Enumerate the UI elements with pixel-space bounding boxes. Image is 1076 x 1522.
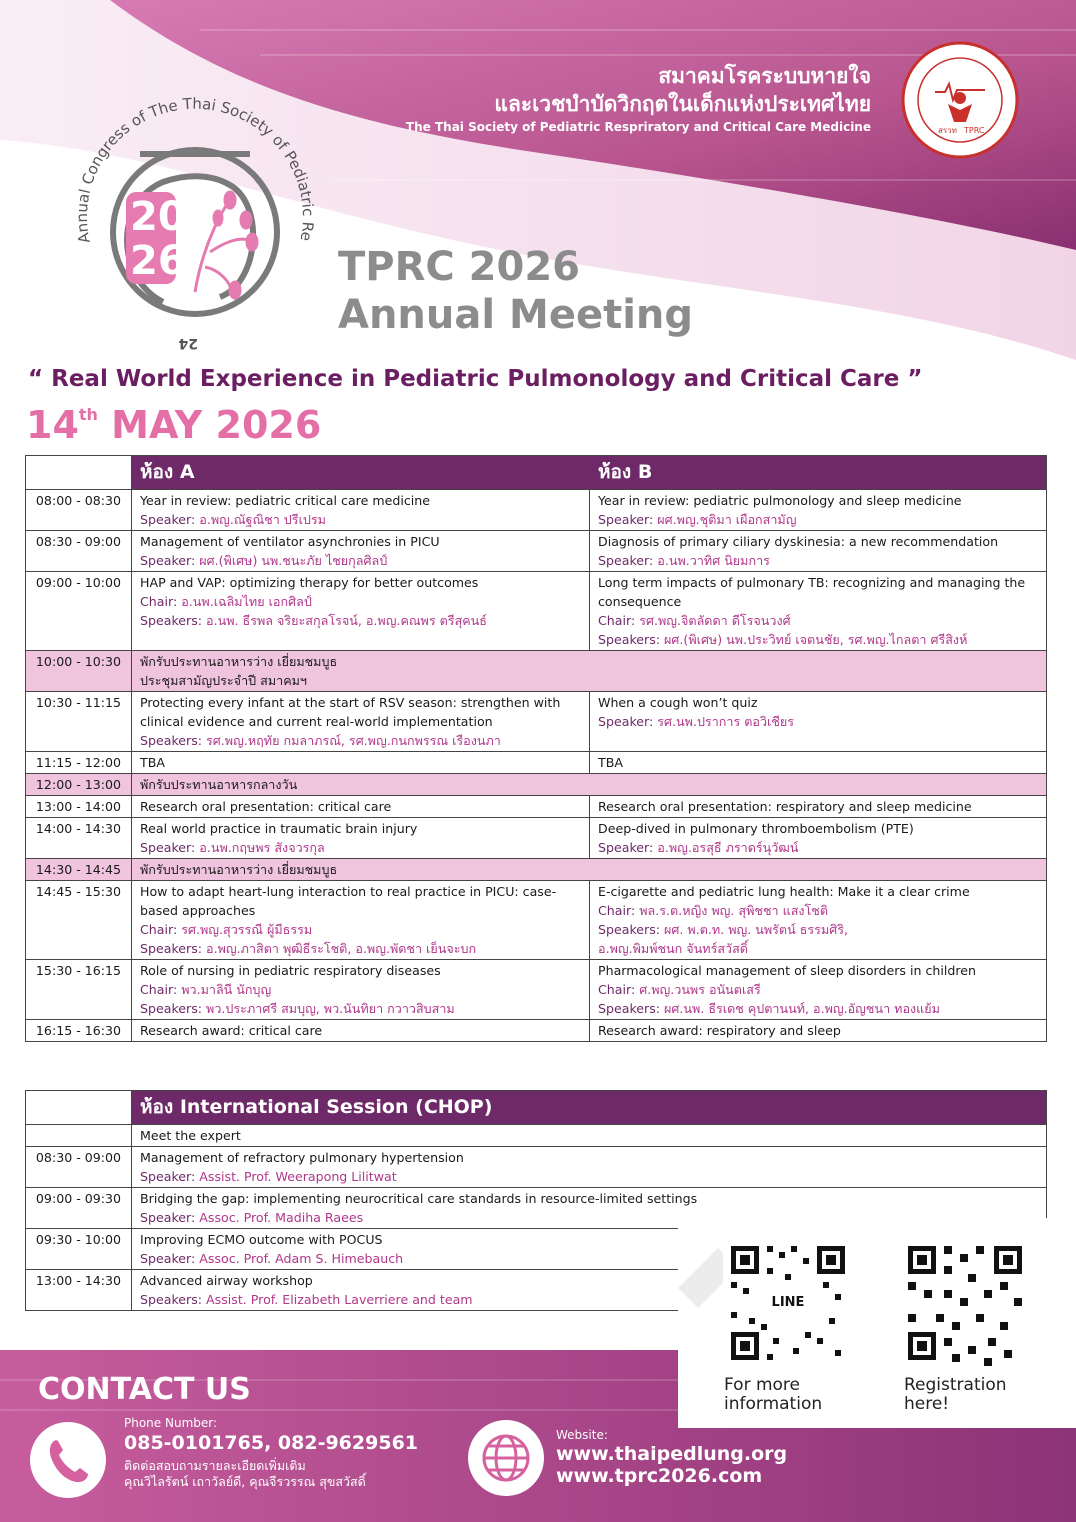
website-link-thaipedlung[interactable]: www.thaipedlung.org [556, 1443, 788, 1465]
website-label: Website: [556, 1428, 608, 1442]
session-row [26, 1020, 1047, 1042]
room-b-session [590, 960, 1047, 1020]
session-title: Role of nursing in pediatric respiratory diseases [140, 963, 441, 978]
session-title: Advanced airway workshop [140, 1273, 313, 1288]
room-a-session [132, 572, 590, 651]
registration-qr-caption-line2: here! [904, 1394, 950, 1414]
session-person-line [598, 980, 1038, 999]
person-role: Speaker: [140, 512, 196, 527]
room-b-heading: ห้อง B [590, 456, 1047, 490]
session-row [26, 881, 1047, 960]
line-qr-caption-line1: For more [724, 1375, 801, 1395]
meeting-title-line1: TPRC 2026 [338, 244, 581, 290]
organization-name [406, 62, 871, 136]
room-a-session [132, 531, 590, 572]
contact-heading: CONTACT US [38, 1372, 251, 1407]
session-person-line [598, 551, 1038, 570]
room-b-session [590, 692, 1047, 752]
seal-tprc: TPRC [964, 126, 985, 135]
time-slot: 14:00 - 14:30 [26, 818, 132, 859]
session-person-line [598, 920, 1038, 939]
room-a-heading: ห้อง A [132, 456, 590, 490]
session-person-line [598, 999, 1038, 1018]
person-role: Chair: [140, 594, 178, 609]
time-slot: 08:00 - 08:30 [26, 490, 132, 531]
session-title: Deep-dived in pulmonary thromboembolism (PTE) [598, 821, 914, 836]
break-text-2: ประชุมสามัญประจำปี สมาคมฯ [140, 673, 307, 688]
session-title: How to adapt heart-lung interaction to real practice in PICU: case-based approaches [140, 884, 557, 918]
emblem-ordinal: 24 [178, 335, 198, 351]
room-b-session [590, 818, 1047, 859]
session-row [26, 796, 1047, 818]
schedule-header-row [26, 456, 1047, 490]
person-names: ผศ. พ.ต.ท. พญ. นพรัตน์ ธรรมศิริ, [664, 922, 849, 937]
website-link-tprc2026[interactable]: www.tprc2026.com [556, 1465, 763, 1487]
contact-persons: คุณวิไลรัตน์ เถาวัลย์ดี, คุณจีรวรรณ สุขสวัสดิ์ [124, 1474, 366, 1489]
person-role: Speaker: [140, 840, 196, 855]
session-title: Long term impacts of pulmonary TB: recognizing and managing the consequence [598, 575, 1026, 609]
session-person-line [140, 1167, 1038, 1186]
person-names: Assoc. Prof. Adam S. Himebauch [199, 1251, 404, 1266]
session-title: Bridging the gap: implementing neurocritical care standards in resource-limited settings [140, 1191, 698, 1206]
emblem-year-bottom: 26 [130, 238, 186, 284]
person-names: อ.พญ.ภาสิตา พุฒิธีระโชติ, อ.พญ.พัดชา เย็นจะบก [206, 941, 477, 956]
seal-text: สรวท [938, 126, 957, 135]
date-day: 14 [26, 403, 79, 447]
person-role: Speakers: [140, 733, 203, 748]
time-slot: 09:00 - 09:30 [26, 1188, 132, 1229]
line-qr-code[interactable] [723, 1238, 853, 1368]
person-role: Chair: [140, 922, 178, 937]
room-b-session [590, 1020, 1047, 1042]
time-slot: 12:00 - 13:00 [26, 774, 132, 796]
session-title: Diagnosis of primary ciliary dyskinesia: a new recommendation [598, 534, 999, 549]
time-slot: 16:15 - 16:30 [26, 1020, 132, 1042]
phone-icon [28, 1420, 108, 1500]
room-a-session [132, 752, 590, 774]
room-b-session [590, 490, 1047, 531]
session-person-line [140, 611, 581, 630]
person-role: Speaker: [598, 714, 654, 729]
org-name-english: The Thai Society of Pediatric Respriratory and Critical Care Medicine [405, 120, 871, 134]
org-name-thai-line2: และเวชบำบัดวิกฤตในเด็กแห่งประเทศไทย [494, 92, 871, 116]
session-title: Research award: critical care [140, 1023, 323, 1038]
session-title: Protecting every infant at the start of RSV season: strengthen with clinical evidence and current real-world implementation [140, 695, 561, 729]
emblem-year-top: 20 [130, 194, 186, 240]
intl-header-row [26, 1091, 1047, 1125]
session-row [26, 752, 1047, 774]
session-person-line [598, 611, 1038, 630]
room-a-session [132, 818, 590, 859]
org-name-thai-line1: สมาคมโรคระบบหายใจ [658, 64, 871, 88]
date-suffix: th [78, 405, 98, 424]
session-row [26, 490, 1047, 531]
session-title: Research oral presentation: critical care [140, 799, 392, 814]
person-names: ผศ.(พิเศษ) นพ.ประวิทย์ เจตนชัย, รศ.พญ.ไกลตา ศรีสิงห์ [664, 632, 968, 647]
time-slot: 10:00 - 10:30 [26, 651, 132, 692]
break-cell [132, 859, 1047, 881]
session-title: Management of ventilator asynchronies in PICU [140, 534, 440, 549]
time-slot: 14:45 - 15:30 [26, 881, 132, 960]
person-role: Speakers: [140, 1001, 203, 1016]
person-names: รศ.พญ.จิตลัดดา ดีโรจนวงศ์ [639, 613, 791, 628]
person-names: ศ.พญ.วนพร อนันตเสรี [639, 982, 761, 997]
break-row [26, 651, 1047, 692]
meeting-title [338, 243, 693, 339]
person-names: อ.นพ.วาทิศ นิยมการ [657, 553, 770, 568]
line-qr-caption-line2: information [724, 1394, 823, 1414]
room-b-session [590, 881, 1047, 960]
session-person-line [140, 838, 581, 857]
emblem-arc-text: Annual Congress of The Thai Society of Pediatric Re [72, 94, 318, 245]
session-title: Improving ECMO outcome with POCUS [140, 1232, 383, 1247]
contact-note: ติดต่อสอบถามรายละเอียดเพิ่มเติม [124, 1458, 306, 1473]
session-person-line [140, 510, 581, 529]
person-names: อ.นพ.กฤษพร สังจวรกุล [199, 840, 325, 855]
room-a-session [132, 1020, 590, 1042]
session-row [26, 960, 1047, 1020]
session-title: Real world practice in traumatic brain injury [140, 821, 418, 836]
time-slot: 09:00 - 10:00 [26, 572, 132, 651]
session-person-line [140, 731, 581, 750]
session-row [26, 572, 1047, 651]
person-role: Speaker: [140, 1251, 196, 1266]
room-a-session [132, 692, 590, 752]
person-names: พว.ประภาศรี สมบุญ, พว.นันทิยา กวาวสิบสาม [206, 1001, 455, 1016]
person-role: Chair: [598, 903, 636, 918]
session-row [26, 818, 1047, 859]
time-slot: 08:30 - 09:00 [26, 531, 132, 572]
person-names: Assist. Prof. Weerapong Lilitwat [199, 1169, 397, 1184]
person-names: อ.นพ. ธีรพล จริยะสกุลโรจน์, อ.พญ.คณพร ตรีสุคนธ์ [206, 613, 487, 628]
session-person-line [140, 551, 581, 570]
room-a-session [132, 796, 590, 818]
session-person-line [598, 630, 1038, 649]
person-role: Chair: [140, 982, 178, 997]
break-cell [132, 651, 1047, 692]
person-role: Speakers: [140, 941, 203, 956]
person-names: ผศ.(พิเศษ) นพ.ชนะภัย ไชยกุลศิลป์ [199, 553, 388, 568]
person-role: Chair: [598, 613, 636, 628]
room-a-session [132, 490, 590, 531]
session-person-line [140, 920, 581, 939]
person-role: Speaker: [598, 840, 654, 855]
person-names: รศ.พญ.สุวรรณี ผู้มีธรรม [181, 922, 313, 937]
session-person-line [140, 939, 581, 958]
meeting-theme: “ Real World Experience in Pediatric Pulmonology and Critical Care ” [28, 366, 923, 392]
meeting-title-line2: Annual Meeting [338, 292, 694, 338]
break-row [26, 774, 1047, 796]
line-qr-caption [724, 1376, 822, 1414]
globe-icon [466, 1418, 546, 1498]
person-role: Speakers: [140, 1292, 203, 1307]
person-role: Speaker: [598, 512, 654, 527]
person-names: Assist. Prof. Elizabeth Laverriere and team [206, 1292, 473, 1307]
person-names: ผศ.นพ. ธีรเดช คุปตานนท์, อ.พญ.อัญชนา ทองแย้ม [664, 1001, 940, 1016]
break-row [26, 859, 1047, 881]
time-slot: 08:30 - 09:00 [26, 1147, 132, 1188]
break-text: พักรับประทานอาหารกลางวัน [140, 777, 298, 792]
session-row [26, 692, 1047, 752]
intl-session [132, 1147, 1047, 1188]
meeting-date [26, 403, 321, 447]
line-logo-label: LINE [771, 1295, 805, 1310]
time-slot: 10:30 - 11:15 [26, 692, 132, 752]
time-slot: 13:00 - 14:00 [26, 796, 132, 818]
registration-qr-caption-line1: Registration [904, 1375, 1007, 1395]
room-b-session [590, 796, 1047, 818]
break-text: พักรับประทานอาหารว่าง เยี่ยมชมบูธ [140, 654, 338, 669]
person-names: อ.พญ.ณัฐณิชา ปรีเปรม [199, 512, 326, 527]
session-title: Year in review: pediatric pulmonology and sleep medicine [598, 493, 962, 508]
person-role: Speakers: [140, 613, 203, 628]
person-names: พว.มาลินี นักบุญ [181, 982, 272, 997]
session-title: Pharmacological management of sleep disorders in children [598, 963, 976, 978]
time-slot: 09:30 - 10:00 [26, 1229, 132, 1270]
session-person-line [140, 980, 581, 999]
phone-numbers[interactable]: 085-0101765, 082-9629561 [124, 1432, 419, 1454]
time-slot: 11:15 - 12:00 [26, 752, 132, 774]
congress-emblem [60, 92, 330, 362]
session-person-line [598, 510, 1038, 529]
person-role: Speakers: [598, 922, 661, 937]
session-person-line [598, 838, 1038, 857]
session-person-line [140, 999, 581, 1018]
person-role: Speaker: [140, 1169, 196, 1184]
session-person-line [598, 901, 1038, 920]
session-title: Research award: respiratory and sleep [598, 1023, 841, 1038]
room-b-session [590, 531, 1047, 572]
person-names: พล.ร.ต.หญิง พญ. สุพิชชา แสงโชติ [639, 903, 829, 918]
person-names: ผศ.พญ.ชุติมา เผือกสามัญ [657, 512, 797, 527]
person-role: Chair: [598, 982, 636, 997]
break-cell [132, 774, 1047, 796]
person-names-continued: อ.พญ.พิมพ์ชนก จันทร์สวัสดิ์ [598, 941, 748, 956]
person-names: Assoc. Prof. Madiha Raees [199, 1210, 364, 1225]
phone-label: Phone Number: [124, 1416, 218, 1430]
time-slot: 15:30 - 16:15 [26, 960, 132, 1020]
intl-room-heading: ห้อง International Session (CHOP) [132, 1091, 1047, 1125]
person-role: Speaker: [598, 553, 654, 568]
session-title: Year in review: pediatric critical care medicine [140, 493, 430, 508]
room-a-session [132, 881, 590, 960]
room-a-session [132, 960, 590, 1020]
session-title: E-cigarette and pediatric lung health: Make it a clear crime [598, 884, 970, 899]
session-title: Research oral presentation: respiratory and sleep medicine [598, 799, 972, 814]
room-b-session [590, 752, 1047, 774]
person-names: รศ.พญ.หฤทัย กมลาภรณ์, รศ.พญ.กนกพรรณ เรืองนภา [206, 733, 501, 748]
session-person-line [598, 712, 1038, 731]
session-person-line [140, 592, 581, 611]
person-role: Speakers: [598, 632, 661, 647]
room-b-session [590, 572, 1047, 651]
person-names: รศ.นพ.ปราการ ตอวิเชียร [657, 714, 795, 729]
break-text: พักรับประทานอาหารว่าง เยี่ยมชมบูธ [140, 862, 338, 877]
person-names: อ.นพ.เฉลิมไทย เอกศิลป์ [181, 594, 312, 609]
session-title: TBA [598, 755, 623, 770]
schedule-table [25, 455, 1047, 1042]
session-title: Management of refractory pulmonary hypertension [140, 1150, 464, 1165]
date-rest: MAY 2026 [111, 403, 322, 447]
session-title: When a cough won’t quiz [598, 695, 758, 710]
person-names: อ.พญ.อรสุธี ภราดร์นุวัฒน์ [657, 840, 799, 855]
person-role: Speaker: [140, 553, 196, 568]
intl-intro-row [26, 1125, 1047, 1147]
time-slot: 13:00 - 14:30 [26, 1270, 132, 1311]
session-row [26, 531, 1047, 572]
intl-intro: Meet the expert [132, 1125, 1047, 1147]
person-role: Speaker: [140, 1210, 196, 1225]
registration-qr-code[interactable] [900, 1238, 1030, 1368]
session-title: TBA [140, 755, 165, 770]
session-title: HAP and VAP: optimizing therapy for better outcomes [140, 575, 479, 590]
person-role: Speakers: [598, 1001, 661, 1016]
registration-qr-caption [904, 1376, 1007, 1414]
time-slot: 14:30 - 14:45 [26, 859, 132, 881]
intl-session-row [26, 1147, 1047, 1188]
qr-code-panel [678, 1218, 1076, 1428]
society-seal-logo [900, 40, 1020, 160]
